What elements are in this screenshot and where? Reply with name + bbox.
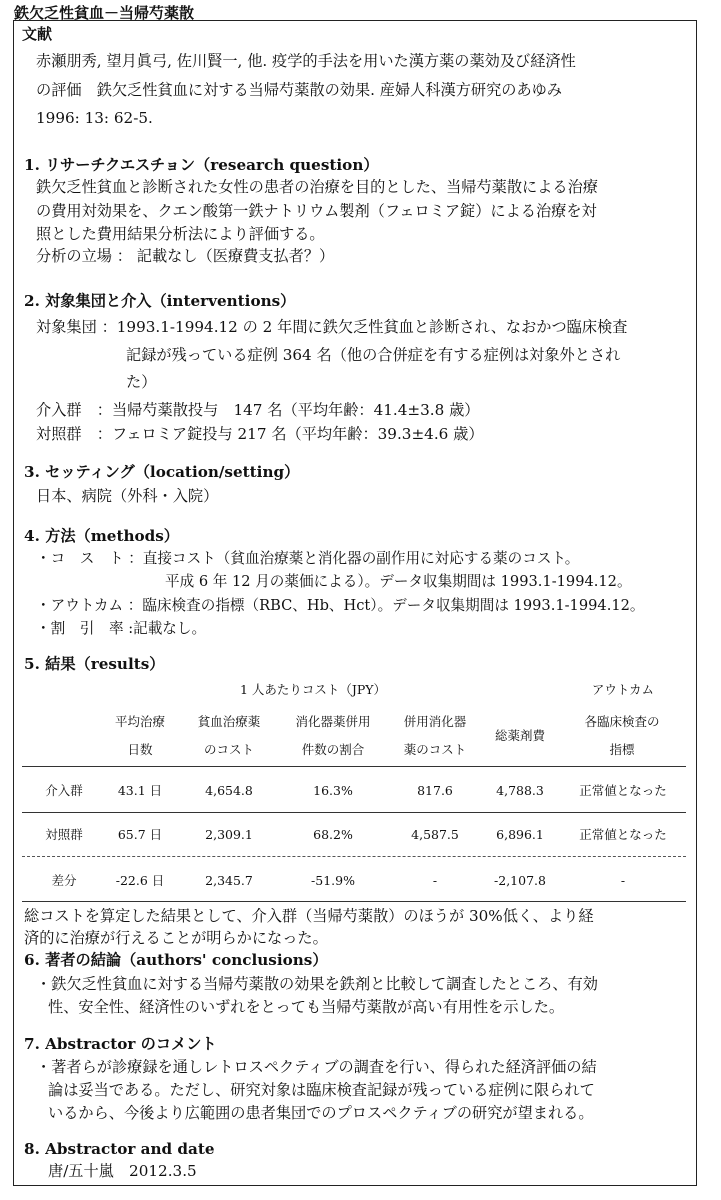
table-cell: 817.6	[417, 783, 453, 798]
table-col-header: 貧血治療薬	[197, 714, 261, 729]
table-col-header: 各臨床検査の	[584, 714, 660, 729]
section-4-heading: 4. 方法（methods）	[24, 527, 179, 545]
table-rule-bottom	[22, 901, 686, 902]
table-rule-mid	[22, 812, 686, 813]
table-group-header-cost: 1 人あたりコスト（JPY）	[239, 682, 387, 697]
table-col-header: 薬のコスト	[403, 742, 467, 757]
section-1-line: 分析の立場 ： 記載なし（医療費支払者？）	[36, 247, 335, 265]
table-rule-top	[22, 766, 686, 767]
abstractor-date: 唐/五十嵐 2012.3.5	[48, 1162, 197, 1180]
table-col-header: 消化器薬併用	[295, 714, 371, 729]
table-cell: 正常値となった	[579, 783, 667, 798]
section-2-line: た）	[126, 373, 157, 391]
table-cell: -22.6 日	[115, 873, 165, 888]
section-6-heading: 6. 著者の結論（authors' conclusions）	[24, 951, 328, 969]
reference-line: 1996: 13: 62-5.	[36, 109, 153, 127]
section-3-line: 日本、病院（外科・入院）	[36, 487, 219, 505]
table-rule-dashed	[22, 856, 686, 857]
table-cell: 4,788.3	[496, 783, 544, 798]
section-2-line: 介入群 ：当帰芍薬散投与 147 名（平均年齢：41.4±3.8 歳）	[36, 401, 480, 419]
table-row-label: 差分	[51, 873, 77, 888]
table-cell: 16.3%	[313, 783, 353, 798]
section-6-line: 性、安全性、経済性のいずれをとっても当帰芍薬散が高い有用性を示した。	[48, 998, 565, 1016]
table-cell: 4,587.5	[411, 827, 459, 842]
table-group-header-outcome: アウトカム	[591, 682, 655, 697]
table-row-label: 介入群	[45, 783, 83, 798]
section-2-line: 記録が残っている症例 364 名（他の合併症を有する症例は対象外とされ	[126, 346, 621, 364]
section-5-heading: 5. 結果（results）	[24, 655, 165, 673]
results-summary-line: 総コストを算定した結果として、介入群（当帰芍薬散）のほうが 30%低く、より経	[24, 907, 594, 925]
table-col-header: 併用消化器	[403, 714, 467, 729]
reference-line: 赤瀬朋秀, 望月眞弓, 佐川賢一, 他. 疫学的手法を用いた漢方薬の薬効及び経済性	[36, 52, 576, 70]
section-1-line: 照とした費用結果分析法により評価する。	[36, 225, 325, 243]
section-2-line: 対照群 ：フェロミア錠投与 217 名（平均年齢：39.3±4.6 歳）	[36, 425, 484, 443]
page-title: 鉄欠乏性貧血－当帰芍薬散	[14, 4, 195, 22]
results-summary-line: 済的に治療が行えることが明らかになった。	[24, 929, 328, 947]
reference-line: の評価 鉄欠乏性貧血に対する当帰芍薬散の効果. 産婦人科漢方研究のあゆみ	[36, 81, 563, 99]
table-cell: 4,654.8	[205, 783, 253, 798]
section-4-line: ・割 引 率 :記載なし。	[36, 620, 207, 637]
table-cell: -	[620, 873, 626, 888]
section-8-heading: 8. Abstractor and date	[24, 1140, 215, 1158]
table-col-header: 日数	[127, 742, 153, 757]
section-4-line: 平成 6 年 12 月の薬価による）。データ収集期間は 1993.1-1994.12。	[165, 573, 632, 590]
section-7-heading: 7. Abstractor のコメント	[24, 1035, 217, 1053]
table-cell: 43.1 日	[117, 783, 163, 798]
table-cell: -51.9%	[311, 873, 355, 888]
section-1-heading: 1. リサーチクエスチョン（research question）	[24, 156, 379, 174]
table-row-label: 対照群	[45, 827, 83, 842]
section-2-line: 対象集団 ：1993.1-1994.12 の 2 年間に鉄欠乏性貧血と診断され、なおかつ臨床検査	[36, 318, 628, 336]
table-cell: 6,896.1	[496, 827, 544, 842]
section-1-line: 鉄欠乏性貧血と診断された女性の患者の治療を目的とした、当帰芍薬散による治療	[36, 178, 598, 196]
table-cell: 68.2%	[313, 827, 353, 842]
reference-heading: 文献	[22, 25, 53, 43]
section-7-line: 論は妥当である。ただし、研究対象は臨床検査記録が残っている症例に限られて	[48, 1081, 595, 1099]
section-7-line: いるから、今後より広範囲の患者集団でのプロスペクティブの研究が望まれる。	[48, 1104, 594, 1122]
table-col-header: 平均治療	[114, 714, 166, 729]
table-cell: 65.7 日	[117, 827, 163, 842]
section-7-line: ・著者らが診療録を通しレトロスペクティブの調査を行い、得られた経済評価の結	[36, 1058, 597, 1076]
table-cell: 2,345.7	[205, 873, 253, 888]
table-col-header: 件数の割合	[301, 742, 365, 757]
table-cell: 2,309.1	[205, 827, 253, 842]
table-col-header: 総薬剤費	[494, 728, 546, 743]
table-col-header: 指標	[609, 742, 635, 757]
section-1-line: の費用対効果を、クエン酸第一鉄ナトリウム製剤（フェロミア錠）による治療を対	[36, 202, 597, 220]
section-4-line: ・アウトカム ：臨床検査の指標（RBC、Hb、Hct）。データ収集期間は 1993.1-1994.12。	[36, 597, 645, 614]
table-cell: 正常値となった	[579, 827, 667, 842]
table-cell: -2,107.8	[494, 873, 546, 888]
section-4-line: ・コ ス ト ：直接コスト（貧血治療薬と消化器の副作用に対応する薬のコスト。	[36, 550, 580, 567]
table-cell: -	[432, 873, 438, 888]
table-col-header: のコスト	[203, 742, 255, 757]
section-6-line: ・鉄欠乏性貧血に対する当帰芍薬散の効果を鉄剤と比較して調査したところ、有効	[36, 975, 598, 993]
section-3-heading: 3. セッティング（location/setting）	[24, 463, 300, 481]
section-2-heading: 2. 対象集団と介入（interventions）	[24, 292, 296, 310]
